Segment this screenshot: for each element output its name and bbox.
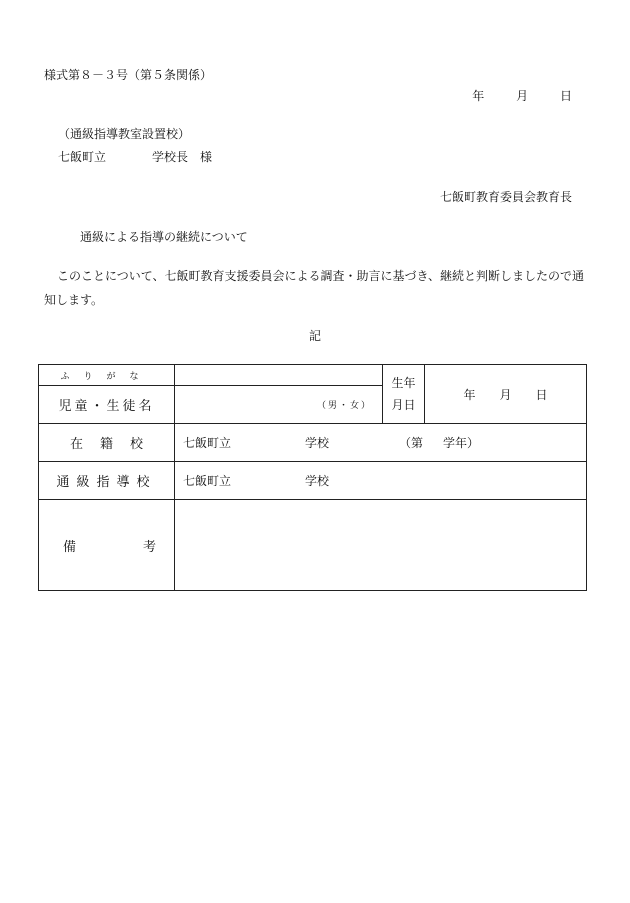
birth-year-label: 年 xyxy=(463,387,476,402)
furigana-label: ふりがな xyxy=(39,365,175,386)
enrolled-grade-prefix: （第 xyxy=(399,436,424,450)
ki-heading: 記 xyxy=(309,329,322,343)
enrolled-town: 七飯町立 xyxy=(183,436,232,450)
subject: 通級による指導の継続について xyxy=(80,230,248,244)
birth-month-label: 月 xyxy=(499,387,512,402)
remarks-label xyxy=(39,500,175,591)
birth-label-bottom: 月日 xyxy=(391,398,416,412)
enrolled-school-suffix: 学校 xyxy=(305,436,330,450)
recipient-school-type: （通級指導教室設置校） xyxy=(58,127,191,141)
remarks-label-2: 考 xyxy=(143,539,157,555)
birth-label-top: 生年 xyxy=(391,376,416,390)
name-label: 児童・生徒名 xyxy=(39,386,175,424)
name-field[interactable] xyxy=(175,386,383,424)
issue-date xyxy=(472,87,572,104)
remarks-field[interactable] xyxy=(175,500,587,591)
form-number: 様式第８－３号（第５条関係） xyxy=(44,68,213,82)
birth-date-field[interactable] xyxy=(425,365,587,424)
tsukyu-town: 七飯町立 xyxy=(183,474,232,488)
date-year-label: 年 xyxy=(472,89,485,103)
enrolled-school-label xyxy=(39,424,175,462)
tsukyu-school-label: 通級指導校 xyxy=(39,462,175,500)
furigana-field[interactable] xyxy=(175,365,383,386)
birth-label xyxy=(383,365,425,424)
student-info-table xyxy=(38,364,587,591)
recipient-line xyxy=(58,148,212,165)
tsukyu-school-suffix: 学校 xyxy=(305,474,330,488)
enrolled-label-1: 在 xyxy=(69,437,83,452)
enrolled-label-3: 校 xyxy=(129,437,143,452)
enrolled-school-field[interactable] xyxy=(175,424,587,462)
date-day-label: 日 xyxy=(559,89,572,103)
remarks-label-1: 備 xyxy=(63,539,77,555)
recipient-town: 七飯町立 xyxy=(58,150,107,164)
enrolled-grade-suffix: 学年） xyxy=(443,436,480,450)
gender-choice[interactable]: （男・女） xyxy=(316,401,372,411)
body-text: このことについて、七飯町教育支援委員会による調査・助言に基づき、継続と判断しましたので通知します。 xyxy=(44,269,585,307)
enrolled-label-2: 籍 xyxy=(99,437,113,452)
sender: 七飯町教育委員会教育長 xyxy=(439,190,572,204)
tsukyu-school-field[interactable] xyxy=(175,462,587,500)
recipient-title: 学校長 xyxy=(152,150,189,164)
recipient-honorific: 様 xyxy=(200,150,213,164)
birth-day-label: 日 xyxy=(535,387,548,402)
date-month-label: 月 xyxy=(516,89,529,103)
